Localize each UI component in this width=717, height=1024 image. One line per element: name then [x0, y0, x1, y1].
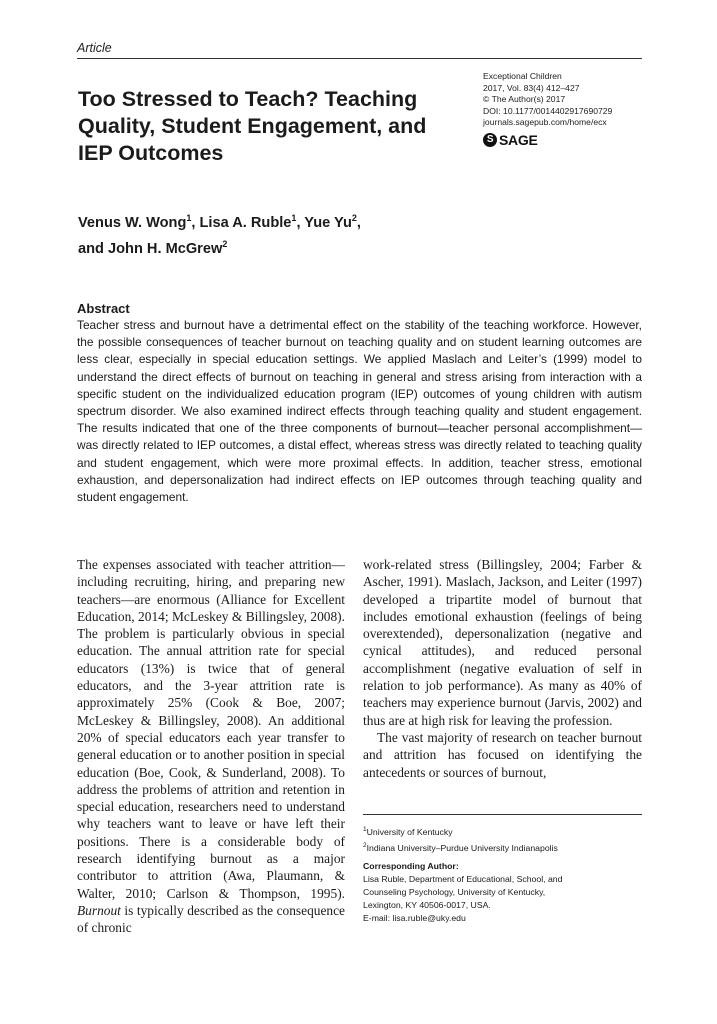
doi[interactable]: DOI: 10.1177/0014402917690729: [483, 105, 613, 116]
copyright: © The Author(s) 2017: [483, 94, 566, 105]
sage-logo-text: SAGE: [499, 132, 538, 148]
journal-url[interactable]: journals.sagepub.com/home/ecx: [483, 117, 607, 128]
affiliation-footnote: $^1$University of Kentucky: [363, 826, 453, 837]
body-column-right: [363, 556, 642, 781]
author-name: Lisa A. Ruble: [199, 214, 292, 231]
journal-volume: 2017, Vol. 83(4) 412–427: [483, 82, 580, 93]
header-rule: [77, 58, 642, 59]
sage-logo-icon: S: [483, 133, 497, 147]
affiliation-marker: 1: [291, 213, 297, 223]
footnote-rule: [363, 814, 642, 815]
author-name: Venus W. Wong: [78, 214, 187, 231]
author-list: Venus W. Wong$^1$, Lisa A. Ruble$^1$, Yue Yu$^2$, and John H. McGrew$^2$: [78, 213, 361, 257]
corresponding-author-email[interactable]: E-mail: lisa.ruble@uky.edu: [363, 912, 466, 923]
article-title: Too Stressed to Teach? Teaching Quality, Student Engagement, and IEP Outcomes: [78, 87, 427, 165]
author-name: Yue Yu: [304, 214, 352, 231]
body-paragraph: The vast majority of research on teacher burnout and attrition has focused on identifying the antecedents or sources of burnout,: [363, 729, 642, 780]
affiliation-marker: 1: [186, 213, 192, 223]
corresponding-author-line: Lisa Ruble, Department of Educational, School, and: [363, 873, 563, 884]
corresponding-author-line: Counseling Psychology, University of Kentucky,: [363, 886, 546, 897]
body-column-left: [77, 556, 345, 937]
affiliation-footnote: $^2$Indiana University–Purdue University Indianapolis: [363, 841, 558, 853]
journal-name: Exceptional Children: [483, 71, 562, 81]
abstract-text: Teacher stress and burnout have a detrimental effect on the stability of the teaching workforce. However, the possible consequences of teacher burnout on teaching quality and on student learning outcomes are less clear, especially in special education settings. We applied Maslach and Leiter’s (1999) model to understand the direct effects of burnout on teaching in general and stress arising from interaction with a specific student on the individualized education program (IEP) outcomes of young children with autism spectrum disorder. We also examined indirect effects through teaching quality and student engagement. The results indicated that one of the three components of burnout—teacher personal accomplishment—was directly related to IEP outcomes, a distal effect, whereas stress was directly related to teaching quality and student engagement, which were more proximal effects. In addition, teacher stress, emotional exhaustion, and depersonalization had indirect effects on IEP outcomes through teaching quality and student engagement.: [77, 318, 642, 505]
corresponding-author-heading: Corresponding Author:: [363, 860, 459, 871]
affiliation-marker: 2: [222, 238, 228, 249]
abstract-heading: Abstract: [77, 301, 130, 316]
affiliation-marker: 2: [351, 213, 357, 223]
section-label: Article: [77, 41, 112, 55]
emphasis-term: Burnout: [77, 902, 121, 918]
journal-info: [483, 71, 653, 129]
sage-logo: [483, 131, 537, 149]
corresponding-author-line: Lexington, KY 40506-0017, USA.: [363, 899, 491, 910]
footnotes: [363, 823, 645, 925]
author-name: and John H. McGrew: [78, 240, 223, 257]
body-paragraph: The expenses associated with teacher attrition—including recruiting, hiring, and preparing new teachers—are enormous (Alliance for Excellent Education, 2014; McLeskey & Billingsley, 2008). The problem is particularly obvious in special education. The annual attrition rate for special educators (13%) is twice that of general educators, and the 3-year attrition rate is approximately 25% (Cook & Boe, 2007; McLeskey & Billingsley, 2008). An additional 20% of special educators each year transfer to general education or to another position in special education (Boe, Cook, & Sunderland, 2008). To address the problems of attrition and retention in special education, researchers need to understand why teachers want to leave or have left their positions. There is a considerable body of research identifying burnout as a major contributor to attrition (Awa, Plaumann, & Walter, 2010; Carlson & Thompson, 1995). Burnout is typically described as the consequence of chronic: [77, 557, 345, 936]
body-paragraph: work-related stress (Billingsley, 2004; Farber & Ascher, 1991). Maslach, Jackson, and Leiter (1997) developed a tripartite model of burnout that includes emotional exhaustion (feelings of being overextended), depersonalization (negative and cynical attitudes), and reduced personal accomplishment (negative evaluation of self in relation to job performance). As many as 40% of teachers may experience burnout (Jarvis, 2002) and thus are at high risk for leaving the profession.: [363, 557, 642, 728]
